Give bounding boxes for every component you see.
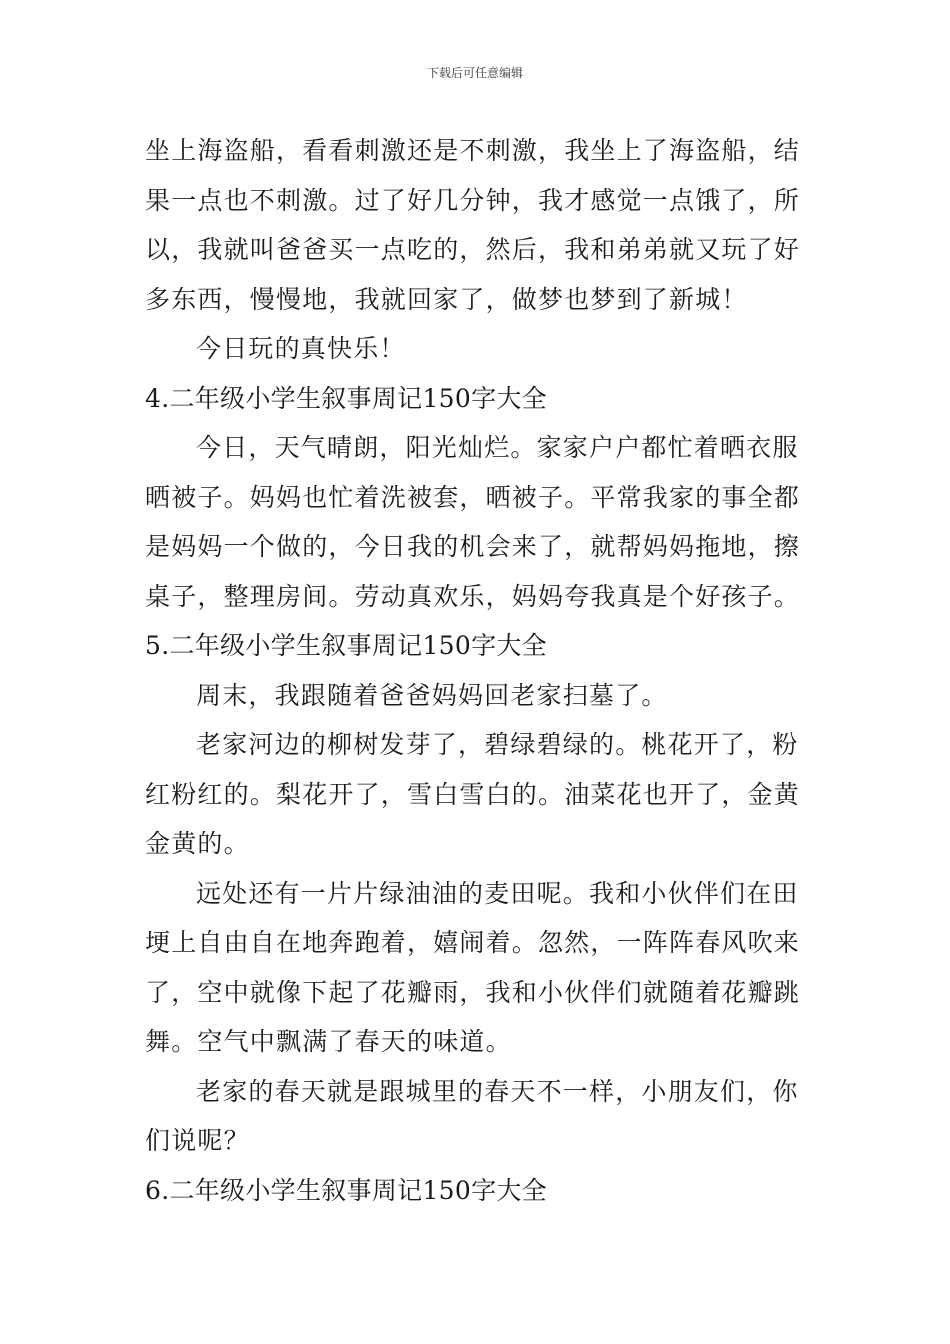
- text-line: 们说呢？: [145, 1126, 250, 1155]
- text-line: 果一点也不刺激。过了好几分钟，我才感觉一点饿了，所: [145, 185, 801, 215]
- document-body: [145, 126, 810, 1215]
- text-line: 老家的春天就是跟城里的春天不一样，小朋友们，你: [196, 1076, 799, 1106]
- text-line: 埂上自由自在地奔跑着，嬉闹着。忽然，一阵阵春风吹来: [145, 928, 801, 957]
- text-line: 多东西，慢慢地，我就回家了，做梦也梦到了新城！: [145, 284, 748, 314]
- text-line: 舞。空气中飘满了春天的味道。: [145, 1027, 512, 1056]
- section-heading: 4.二年级小学生叙事周记150字大全: [145, 383, 547, 413]
- text-line: 桌子，整理房间。劳动真欢乐，妈妈夸我真是个好孩子。: [145, 581, 801, 611]
- text-line: 周末，我跟随着爸爸妈妈回老家扫墓了。: [196, 680, 668, 710]
- section-heading: 5.二年级小学生叙事周记150字大全: [145, 631, 547, 660]
- text-line: 坐上海盗船，看看刺激还是不刺激，我坐上了海盗船，结: [145, 136, 801, 165]
- text-line: 今日，天气晴朗，阳光灿烂。家家户户都忙着晒衣服: [196, 433, 799, 462]
- text-line: 晒被子。妈妈也忙着洗被套，晒被子。平常我家的事全都: [145, 482, 801, 512]
- text-line: 了，空中就像下起了花瓣雨，我和小伙伴们就随着花瓣跳: [145, 977, 801, 1007]
- text-line: 是妈妈一个做的，今日我的机会来了，就帮妈妈拖地，擦: [145, 532, 801, 561]
- text-line: 老家河边的柳树发芽了，碧绿碧绿的。桃花开了，粉: [196, 730, 799, 759]
- text-line: 远处还有一片片绿油油的麦田呢。我和小伙伴们在田: [196, 878, 799, 908]
- section-heading: 6.二年级小学生叙事周记150字大全: [145, 1175, 547, 1205]
- page-header: 下载后可任意编辑: [426, 66, 523, 80]
- text-line: 金黄的。: [145, 829, 250, 858]
- text-line: 今日玩的真快乐！: [196, 334, 406, 363]
- text-line: 红粉红的。梨花开了，雪白雪白的。油菜花也开了，金黄: [145, 779, 801, 809]
- text-line: 以，我就叫爸爸买一点吃的，然后，我和弟弟就又玩了好: [145, 235, 801, 264]
